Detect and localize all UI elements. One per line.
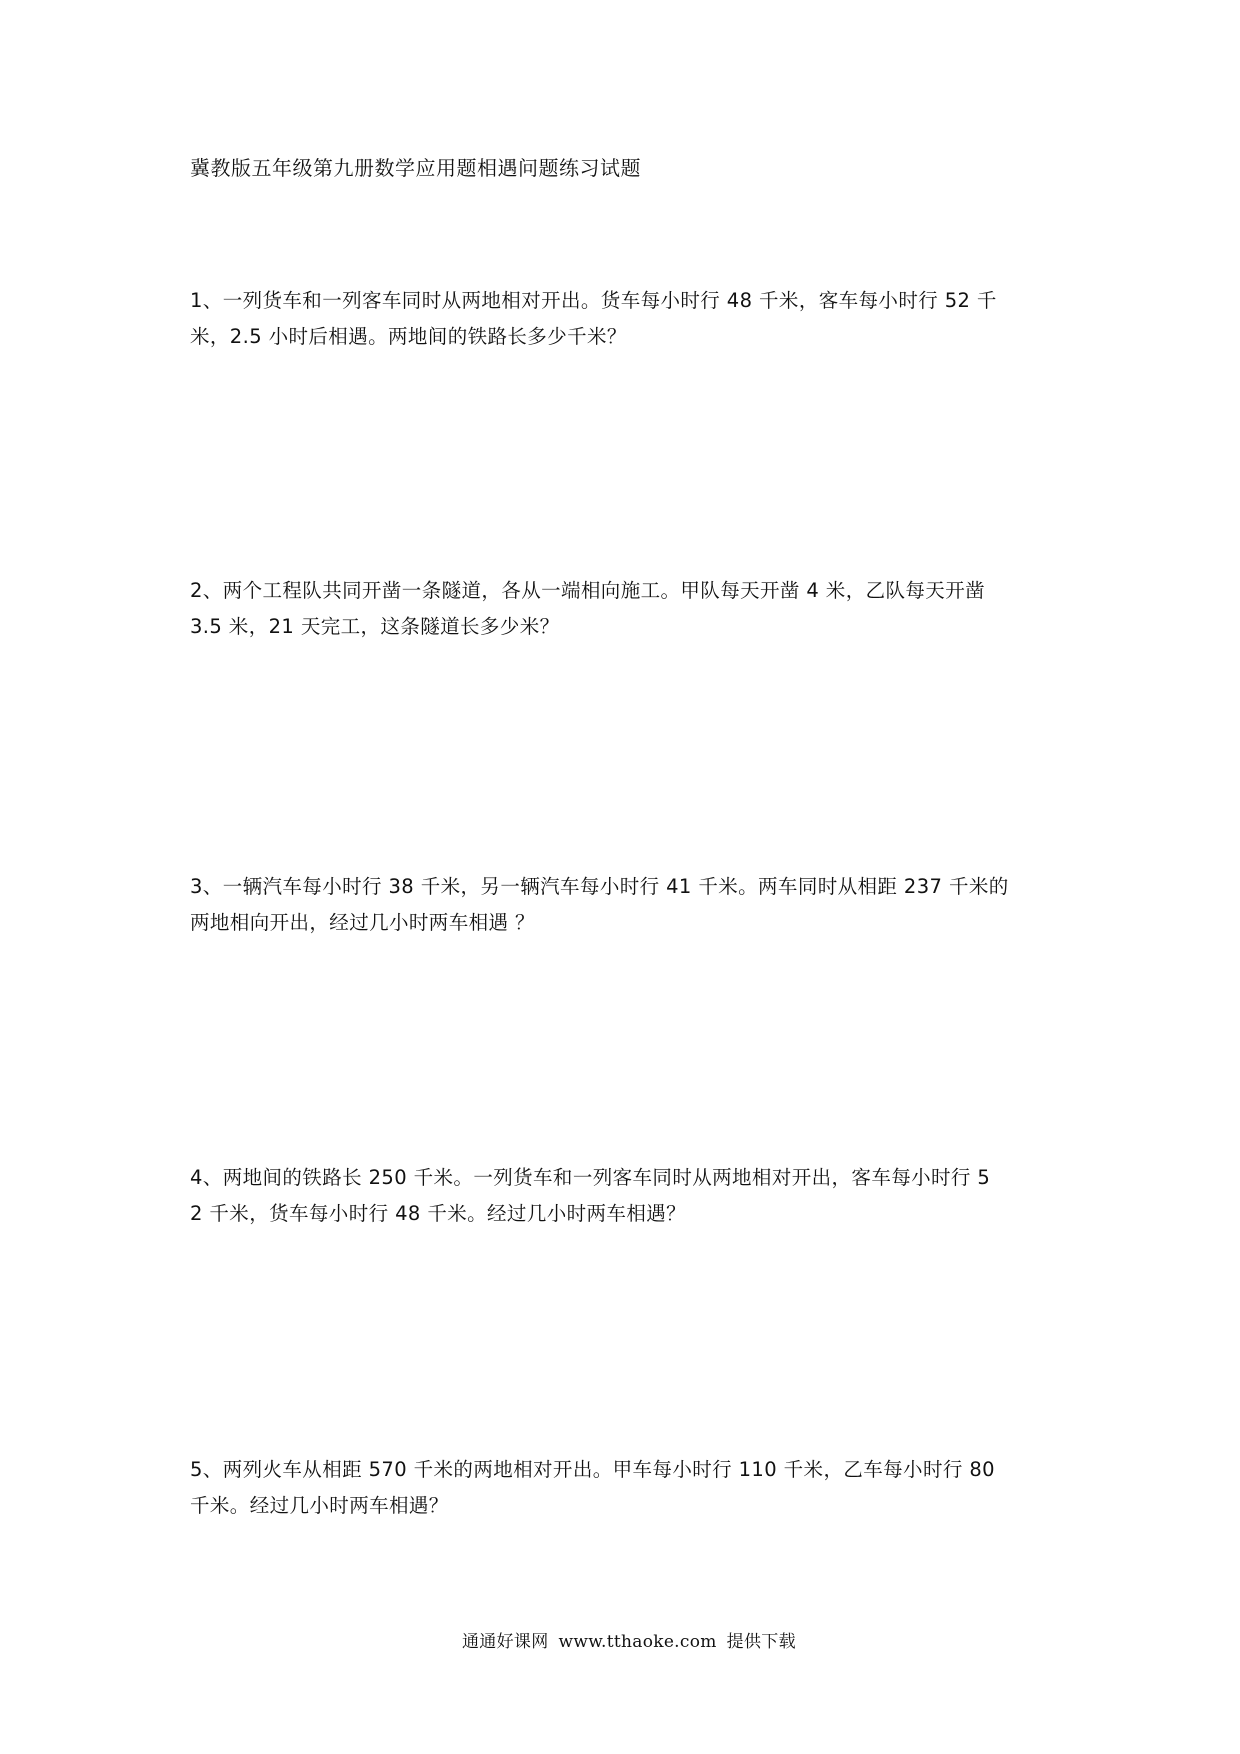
question-4 (190, 1160, 1070, 1232)
question-1 (190, 283, 1070, 355)
question-line: 两地相向开出，经过几小时两车相遇 ？ (190, 911, 535, 934)
footer-site-name: 通通好课网 (462, 1632, 549, 1652)
question-line: 1、一列货车和一列客车同时从两地相对开出。货车每小时行 48 千米，客车每小时行 52 千 (190, 289, 997, 312)
question-line: 2、两个工程队共同开凿一条隧道，各从一端相向施工。甲队每天开凿 4 米，乙队每天开凿 (190, 579, 986, 602)
footer-suffix: 提供下载 (726, 1632, 796, 1652)
question-5 (190, 1452, 1070, 1524)
question-line: 4、两地间的铁路长 250 千米。一列货车和一列客车同时从两地相对开出，客车每小时行 5 (190, 1166, 991, 1189)
question-2 (190, 573, 1070, 645)
question-line: 3、一辆汽车每小时行 38 千米，另一辆汽车每小时行 41 千米。两车同时从相距 237 千米的 (190, 875, 1009, 898)
question-line: 5、两列火车从相距 570 千米的两地相对开出。甲车每小时行 110 千米，乙车每小时行 80 (190, 1458, 995, 1481)
footer-url[interactable]: www.tthaoke.com (558, 1632, 717, 1652)
page-title: 冀教版五年级第九册数学应用题相遇问题练习试题 (190, 156, 641, 180)
question-line: 千米。经过几小时两车相遇？ (190, 1494, 449, 1517)
page-footer (462, 1630, 796, 1654)
question-line: 2 千米，货车每小时行 48 千米。经过几小时两车相遇？ (190, 1202, 687, 1225)
question-3 (190, 869, 1070, 941)
question-line: 米，2.5 小时后相遇。两地间的铁路长多少千米？ (190, 325, 627, 348)
question-line: 3.5 米，21 天完工，这条隧道长多少米？ (190, 615, 560, 638)
